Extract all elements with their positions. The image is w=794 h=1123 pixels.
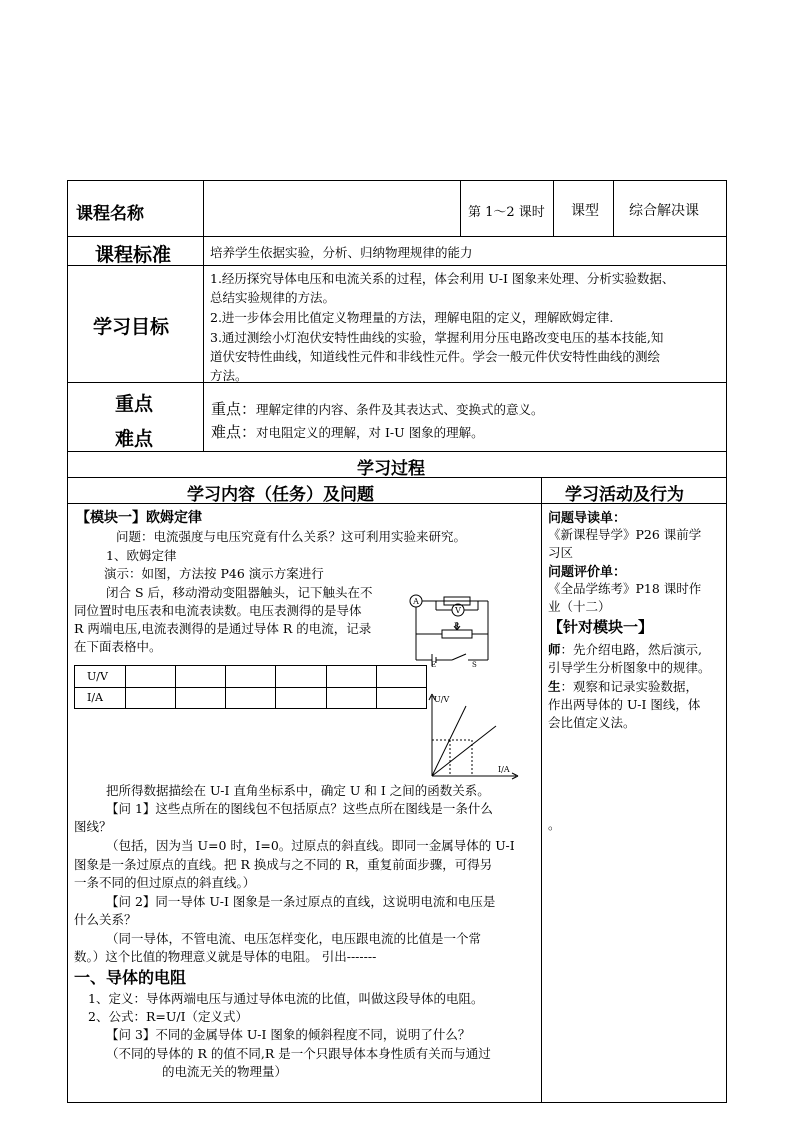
graph-x-label: I/A xyxy=(498,765,510,774)
difficulty-line xyxy=(211,421,484,442)
table-cell xyxy=(126,687,176,709)
table-row xyxy=(75,666,427,688)
definition-line: 1、定义：导体两端电压与通过导体电流的比值，叫做这段导体的电阻。 xyxy=(88,991,484,1006)
eval-line: 《全品学练考》P18 课时作 xyxy=(548,581,702,596)
key-point-text: 理解定律的内容、条件及其表达式、变换式的意义。 xyxy=(256,402,544,417)
question-1-cont: 图线？ xyxy=(74,819,112,834)
student-line xyxy=(548,677,698,695)
table-row xyxy=(75,687,427,709)
objective-line: 总结实验规律的方法。 xyxy=(210,290,336,305)
circuit-diagram xyxy=(406,588,498,668)
guide-heading: 问题导读单： xyxy=(548,511,627,526)
objectives-label: 学习目标 xyxy=(93,316,170,338)
module-title: 【模块一】欧姆定律 xyxy=(76,510,202,526)
key-label: 重点 xyxy=(115,393,154,415)
rule-objectives xyxy=(67,382,727,383)
student-line: 会比值定义法。 xyxy=(548,715,636,730)
rule-keypoints xyxy=(67,451,727,452)
teacher-text: ：先介绍电路，然后演示, xyxy=(560,642,702,657)
question-1: 【问 1】这些点所在的图线包不包括原点？这些点所在图线是一条什么 xyxy=(106,801,493,816)
body-line: 把所得数据描绘在 U-I 直角坐标系中，确定 U 和 I 之间的函数关系。 xyxy=(106,783,490,798)
objective-line: 道伏安特性曲线，知道线性元件和非线性元件。学会一般元件伏安特性曲线的测绘 xyxy=(210,349,661,364)
process-title: 学习过程 xyxy=(357,459,425,479)
answer-3: （不同的导体的 R 的值不同,R 是一个只跟导体本身性质有关而与通过 xyxy=(106,1046,491,1061)
formula-line: 2、公式：R=U/I（定义式） xyxy=(88,1009,249,1024)
answer-1: （包括，因为当 U=0 时，I=0。过原点的斜直线。即同一金属导体的 U-I xyxy=(106,838,515,853)
question-2-cont: 什么关系？ xyxy=(74,912,137,927)
frame-right xyxy=(726,180,727,1103)
body-line: 在下面表格中。 xyxy=(74,639,162,654)
standard-text: 培养学生依据实验，分析、归纳物理规律的能力 xyxy=(210,245,473,260)
battery-label: E xyxy=(431,661,437,668)
period-text: 第 1～2 课时 xyxy=(468,205,545,220)
table-cell xyxy=(226,687,276,709)
rule-period-left xyxy=(460,180,461,237)
table-cell xyxy=(326,687,376,709)
type-label: 课型 xyxy=(571,203,599,219)
table-cell xyxy=(126,666,176,688)
answer-2-cont: 数。）这个比值的物理意义就是导体的电阻。 引出------- xyxy=(74,949,377,964)
difficulty-label: 难点 xyxy=(115,428,154,450)
key-point-head: 重点： xyxy=(211,400,257,418)
teacher-line: 引导学生分析图象中的规律。 xyxy=(548,660,711,675)
column-left-title: 学习内容（任务）及问题 xyxy=(187,485,374,505)
rule-period-right xyxy=(553,180,554,237)
stray-mark: 。 xyxy=(548,817,561,832)
ammeter-label: A xyxy=(413,597,419,606)
answer-2: （同一导体，不管电流、电压怎样变化，电压跟电流的比值是一个常 xyxy=(106,931,482,946)
objective-line: 3.通过测绘小灯泡伏安特性曲线的实验，掌握利用分压电路改变电压的基本技能,知 xyxy=(210,330,664,345)
student-text: ：观察和记录实验数据， xyxy=(560,679,699,694)
rule-type-right xyxy=(613,180,614,237)
objective-line: 2.进一步体会用比值定义物理量的方法，理解电阻的定义，理解欧姆定律. xyxy=(210,310,614,325)
difficulty-text: 对电阻定义的理解，对 I-U 图象的理解。 xyxy=(256,425,484,440)
graph-line-shallow xyxy=(432,726,496,776)
table-cell xyxy=(176,687,226,709)
standard-label: 课程标准 xyxy=(95,244,172,266)
table-cell xyxy=(326,666,376,688)
difficulty-head: 难点： xyxy=(211,423,257,441)
teacher-head: 师 xyxy=(548,642,561,657)
answer-3-cont: 的电流无关的物理量） xyxy=(162,1064,288,1079)
guide-line: 《新课程导学》P26 课前学 xyxy=(548,527,702,542)
question-3: 【问 3】不同的金属导体 U-I 图象的倾斜程度不同，说明了什么？ xyxy=(106,1027,471,1042)
switch-icon xyxy=(452,654,466,660)
frame-top xyxy=(67,180,727,181)
eval-heading: 问题评价单： xyxy=(548,565,627,580)
guide-line: 习区 xyxy=(548,545,574,560)
rheostat-icon xyxy=(442,630,472,638)
teacher-line xyxy=(548,640,702,658)
question-2: 【问 2】同一导体 U-I 图象是一条过原点的直线，这说明电流和电压是 xyxy=(106,894,496,909)
student-line: 作出两导体的 U-I 图线，体 xyxy=(548,697,701,712)
objective-line: 1.经历探究导体电压和电流关系的过程，体会利用 U-I 图象来处理、分析实验数据、 xyxy=(210,271,675,286)
graph-y-label: U/V xyxy=(434,695,450,704)
body-line: R 两端电压,电流表测得的是通过导体 R 的电流，记录 xyxy=(74,621,372,636)
course-name-label: 课程名称 xyxy=(76,204,144,224)
frame-bottom xyxy=(67,1102,727,1103)
voltmeter-label: V xyxy=(455,606,461,615)
eval-line: 业（十二） xyxy=(548,599,611,614)
resistor-label: R xyxy=(454,622,460,630)
rule-header xyxy=(67,236,727,237)
section-heading: 一、导体的电阻 xyxy=(74,968,187,987)
objective-line: 方法。 xyxy=(210,368,248,383)
answer-1-cont: 一条不同的但过原点的斜直线。） xyxy=(74,875,256,890)
switch-label: S xyxy=(472,661,477,668)
graph-line-steep xyxy=(432,706,466,776)
answer-1-cont: 图象是一条过原点的直线。把 R 换成与之不同的 R，重复前面步骤，可得另 xyxy=(74,857,493,872)
table-cell xyxy=(226,666,276,688)
key-point-line xyxy=(211,398,544,419)
rule-label-col xyxy=(203,180,204,452)
body-line: 闭合 S 后，移动滑动变阻器触头，记下触头在不 xyxy=(106,585,373,600)
table-cell xyxy=(376,687,426,709)
table-row-header: I/A xyxy=(75,687,126,709)
table-cell xyxy=(276,666,326,688)
type-value: 综合解决课 xyxy=(629,203,699,219)
column-right-title: 学习活动及行为 xyxy=(565,485,684,505)
table-cell xyxy=(376,666,426,688)
table-row-header: U/V xyxy=(75,666,126,688)
rule-main-divider xyxy=(541,477,542,1103)
module-tag: 【针对模块一】 xyxy=(548,618,654,636)
demo-text: 演示：如图，方法按 P46 演示方案进行 xyxy=(104,566,324,581)
student-head: 生 xyxy=(548,679,561,694)
table-cell xyxy=(276,687,326,709)
question-text: 问题：电流强度与电压究竟有什么关系？这可利用实验来研究。 xyxy=(116,529,467,544)
frame-left xyxy=(67,180,68,1103)
body-line: 同位置时电压表和电流表读数。电压表测得的是导体 xyxy=(74,603,362,618)
ui-graph xyxy=(420,690,520,780)
table-cell xyxy=(176,666,226,688)
item-ohms-law: 1、欧姆定律 xyxy=(106,548,177,563)
data-table xyxy=(74,665,427,709)
